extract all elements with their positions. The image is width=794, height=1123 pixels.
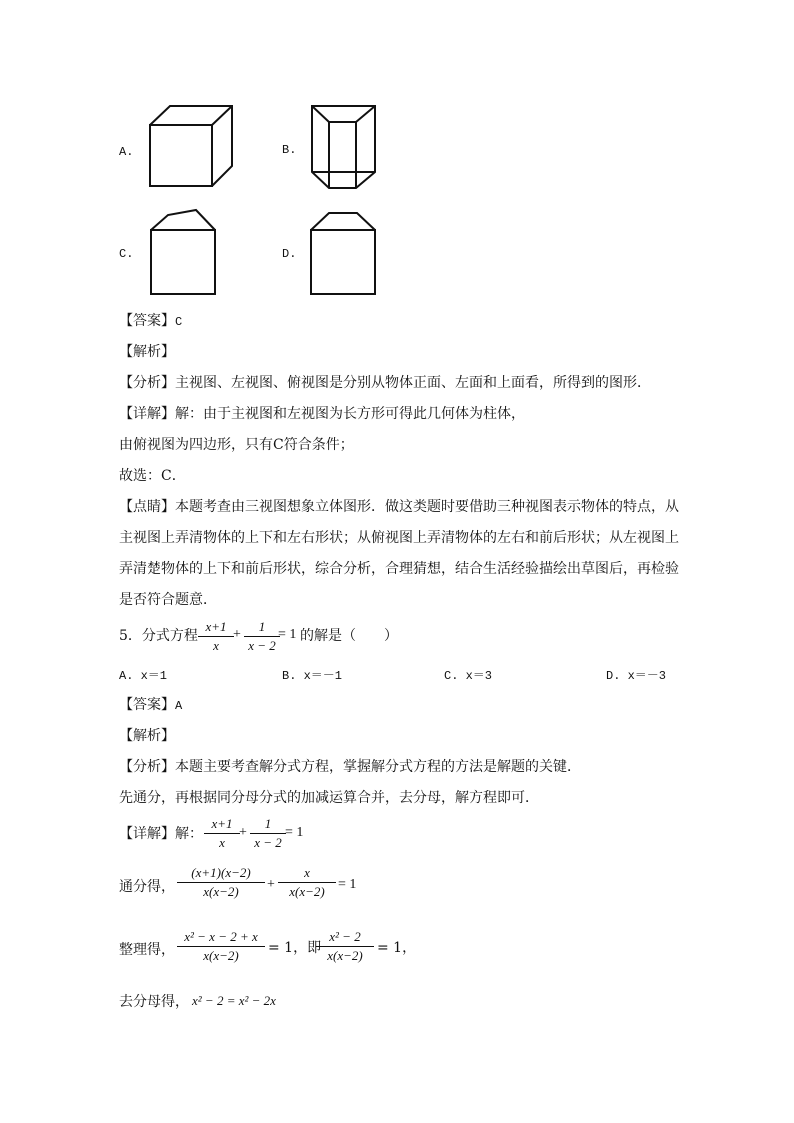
frac2-numerator: 1: [258, 619, 266, 634]
dianjing-line-4: 是否符合题意．: [119, 592, 217, 608]
plus-sign: +: [267, 877, 275, 892]
xiangjie-line-2: 由俯视图为四边形，只有C符合条件；: [119, 437, 354, 453]
answer-tag: 【答案】: [119, 697, 175, 713]
q5-option-a: [119, 666, 167, 683]
frac-numerator: x² − 2: [329, 929, 361, 944]
q5-option-c: [444, 666, 492, 683]
option-c-label: C.: [119, 247, 134, 261]
xj-fraction-2: [250, 815, 286, 852]
xiangjie-tag: 【详解】: [119, 406, 175, 422]
q5-number: 5．: [119, 628, 142, 644]
frac-denominator: x(x−2): [203, 884, 239, 899]
option-a-label: A.: [119, 145, 134, 159]
q5-stem-suffix: 的解是（ ）: [300, 628, 398, 644]
xiangjie-paragraph: [119, 406, 525, 422]
q5-option-d: [606, 666, 666, 683]
zhengli-fraction-1: [177, 928, 265, 965]
q5-number-and-prefix: [119, 628, 198, 644]
figure-d-shape: [0, 0, 794, 320]
qufenmu-expression: x² − 2 = x² − 2x: [192, 993, 276, 1008]
answer-value: C: [175, 315, 183, 329]
frac-denominator: x(x−2): [289, 884, 325, 899]
frac-denominator: x − 2: [254, 835, 282, 850]
frac-denominator: x(x−2): [203, 948, 239, 963]
dianjing-line-1: [119, 499, 679, 515]
fenxi-text: 本题主要考查解分式方程，掌握解分式方程的方法是解题的关键．: [175, 759, 581, 775]
answer-value: A: [175, 699, 183, 713]
equals-one-ji: = 1，即: [268, 940, 322, 956]
zhengli-fraction-2: [316, 928, 374, 965]
dianjing-text-1: 本题考查由三视图想象立体图形．做这类题时要借助三种视图表示物体的特点，从: [175, 499, 679, 515]
equals-one: = 1: [278, 627, 297, 642]
dianjing-line-2: 主视图上弄清物体的上下和左右形状；从俯视图上弄清物体的左右和前后形状；从左视图上: [119, 530, 679, 546]
analysis-heading: 【解析】: [119, 344, 175, 360]
frac-denominator: x: [219, 835, 225, 850]
dianjing-tag: 【点睛】: [119, 499, 175, 515]
option-text: x＝－3: [627, 669, 667, 683]
option-label: D.: [606, 669, 621, 683]
xiangjie-jie: 解：: [175, 826, 203, 842]
answer-line-q4: [119, 313, 182, 330]
analysis-heading-q5: 【解析】: [119, 728, 175, 744]
equals-one: = 1: [285, 825, 304, 840]
xiangjie-line-3: 故选：C．: [119, 468, 186, 484]
qufenmu-label: 去分母得，: [119, 994, 189, 1010]
xiangjie-text: 解：由于主视图和左视图为长方形可得此几何体为柱体，: [175, 406, 525, 422]
option-text: x＝3: [465, 669, 493, 683]
tongfen-fraction-2: [278, 864, 336, 901]
frac2-denominator: x − 2: [248, 638, 276, 653]
q5-fraction-2: [244, 618, 280, 655]
equals-one-comma: = 1，: [377, 940, 417, 956]
plus-sign: +: [239, 825, 247, 840]
option-label: C.: [444, 669, 459, 683]
option-d-label: D.: [282, 247, 297, 261]
frac-numerator: x² − x − 2 + x: [184, 929, 258, 944]
fenxi-tag: 【分析】: [119, 759, 175, 775]
option-label: B.: [282, 669, 297, 683]
equals-one: = 1: [338, 877, 357, 892]
q5-fraction-1: [198, 618, 234, 655]
frac-numerator: (x+1)(x−2): [191, 865, 251, 880]
tongfen-fraction-1: [177, 864, 265, 901]
zhengli-label: 整理得，: [119, 942, 175, 958]
xiangjie-tag: 【详解】: [119, 826, 175, 842]
xiangjie-prefix-q5: [119, 826, 203, 842]
fenxi-text: 主视图、左视图、俯视图是分别从物体正面、左面和上面看，所得到的图形．: [175, 375, 651, 391]
fenxi-line-2-q5: 先通分，再根据同分母分式的加减运算合并，去分母，解方程即可．: [119, 790, 539, 806]
option-b-label: B.: [282, 143, 297, 157]
tongfen-label: 通分得，: [119, 879, 175, 895]
frac-numerator: x: [304, 865, 310, 880]
option-text: x＝1: [140, 669, 168, 683]
plus-sign: +: [233, 627, 241, 642]
fenxi-paragraph: [119, 375, 651, 391]
option-text: x＝－1: [303, 669, 343, 683]
dianjing-line-3: 弄清楚物体的上下和前后形状，综合分析，合理猜想，结合生活经验描绘出草图后，再检验: [119, 561, 679, 577]
frac-numerator: 1: [264, 816, 272, 831]
xj-fraction-1: [204, 815, 240, 852]
option-label: A.: [119, 669, 134, 683]
frac1-numerator: x+1: [205, 619, 227, 634]
q5-option-b: [282, 666, 342, 683]
answer-line-q5: [119, 697, 182, 714]
frac-denominator: x(x−2): [327, 948, 363, 963]
q5-stem-prefix: 分式方程: [141, 628, 198, 644]
fenxi-tag: 【分析】: [119, 375, 175, 391]
frac1-denominator: x: [213, 638, 219, 653]
frac-numerator: x+1: [211, 816, 233, 831]
answer-tag: 【答案】: [119, 313, 175, 329]
fenxi-paragraph-q5: [119, 759, 581, 775]
